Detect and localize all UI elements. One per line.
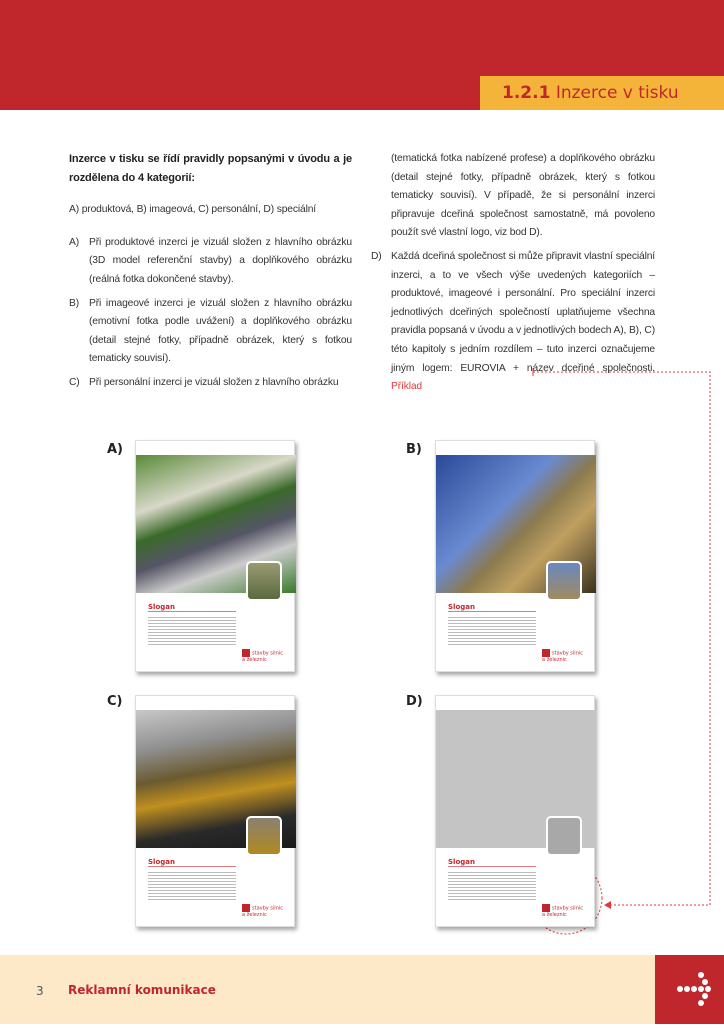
item-key: C) — [69, 376, 80, 388]
company-logo: stavby silnic a železnic — [242, 905, 284, 918]
slogan: Slogan — [448, 603, 536, 612]
categories-list: A) produktová, B) imageová, C) personální, D) speciální — [69, 204, 317, 216]
slogan: Slogan — [148, 603, 236, 612]
section-title-text: Inzerce v tisku — [555, 83, 679, 103]
lead-paragraph: Inzerce v tisku se řídí pravidly popsanými v úvodu a je rozdělena do 4 kategorií: — [69, 153, 352, 184]
example-label: D) — [406, 694, 423, 709]
example-label: C) — [107, 694, 123, 709]
dotted-arrow-right-icon — [655, 955, 724, 1024]
company-logo: stavby silnic a železnic — [542, 905, 584, 918]
section-number: 1.2.1 — [502, 83, 551, 103]
example-ad-image — [435, 440, 595, 672]
company-logo: stavby silnic a železnic — [542, 650, 584, 663]
item-key: A) — [69, 236, 79, 248]
item-text: Každá dceřiná společnost si může připravit vlastní speciální inzerci, a to ve všech výše uvedených kategoriích – produktové, imageové i personální. Pro speciální inzerci jednotlivých dceřiných společností uplatňujeme všechna pravidla popsaná v úvodu a v jednotlivých bodech A), B), C) této kapitoly s jedním rozdílem – tuto inzerci označujeme jiným logem: EUROVIA + název dceřiné společnosti. — [391, 250, 655, 374]
footer-title: Reklamní komunikace — [68, 983, 216, 997]
secondary-image-placeholder — [546, 816, 582, 856]
item-key: D) — [371, 250, 382, 262]
slogan: Slogan — [448, 858, 536, 867]
body-text-lines — [148, 617, 236, 647]
company-logo: stavby silnic a železnic — [242, 650, 284, 663]
example-ad-special — [435, 695, 595, 927]
item-text: Při imageové inzerci je vizuál složen z hlavního obrázku (emotivní fotka podle uvážení) a doplňkového obrázku (detail stejné fotky, případně obrázek, který s fotkou tematicky souvisí). — [89, 297, 352, 365]
item-text: Při produktové inzerci je vizuál složen z hlavního obrázku (3D model referenční stavby) a doplňkového obrázku (reálná fotka dokončené stavby). — [89, 236, 352, 285]
secondary-image — [246, 561, 282, 601]
body-text-lines — [448, 872, 536, 902]
body-text-lines — [148, 872, 236, 902]
example-label: B) — [406, 442, 422, 457]
secondary-image — [246, 816, 282, 856]
continuation-text: (tematická fotka nabízené profese) a doplňkového obrázku (detail stejné fotky, případně obrázek, který s fotkou tematicky souvisí). V případě, že si personální inzerci připravuje dceřiná společnost samostatně, má povoleno použít své vlastní logo, viz bod D). — [391, 153, 655, 239]
body-text-lines — [448, 617, 536, 647]
example-ad-personal — [135, 695, 295, 927]
example-ad-product — [135, 440, 295, 672]
page-number: 3 — [36, 984, 44, 998]
secondary-image — [546, 561, 582, 601]
item-text: Při personální inzerci je vizuál složen z hlavního obrázku — [89, 376, 339, 388]
example-label: A) — [107, 442, 124, 457]
item-key: B) — [69, 297, 79, 309]
example-link[interactable]: Příklad — [391, 381, 422, 393]
next-page-button[interactable] — [655, 955, 724, 1024]
slogan: Slogan — [148, 858, 236, 867]
